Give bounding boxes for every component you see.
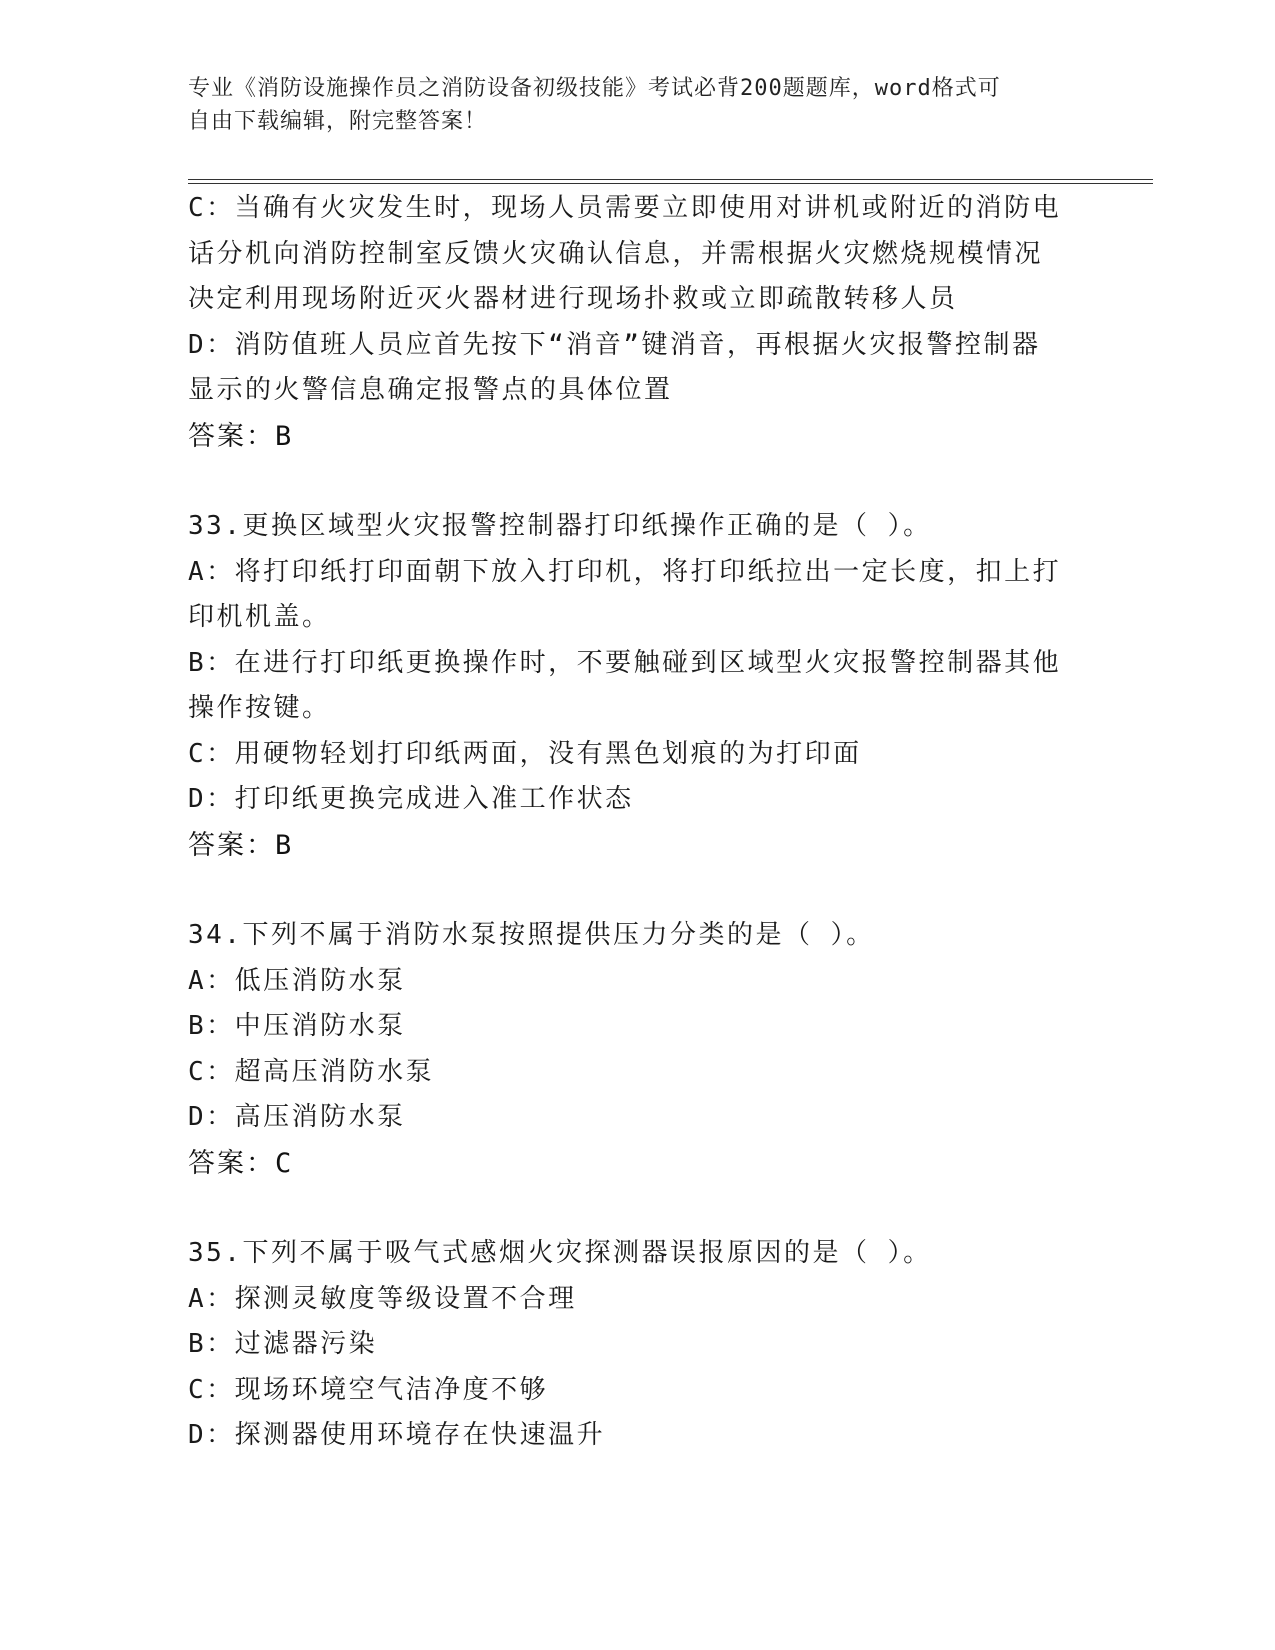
question-text: 34.下列不属于消防水泵按照提供压力分类的是（ ）。 bbox=[188, 920, 875, 950]
question-35 bbox=[188, 1231, 1088, 1459]
question-text: 35.下列不属于吸气式感烟火灾探测器误报原因的是（ ）。 bbox=[188, 1238, 932, 1268]
option-c-line: 决定利用现场附近灭火器材进行现场扑救或立即疏散转移人员 bbox=[188, 284, 958, 314]
option-b: B：中压消防水泵 bbox=[188, 1011, 406, 1041]
option-b: B：过滤器污染 bbox=[188, 1329, 378, 1359]
answer-label: 答案：B bbox=[188, 829, 294, 861]
option-c-line: C：当确有火灾发生时，现场人员需要立即使用对讲机或附近的消防电 bbox=[188, 193, 1062, 223]
question-text: 33.更换区域型火灾报警控制器打印纸操作正确的是（ ）。 bbox=[188, 511, 932, 541]
answer-label: 答案：C bbox=[188, 1147, 294, 1179]
option-d: D：探测器使用环境存在快速温升 bbox=[188, 1420, 606, 1450]
option-d: D：高压消防水泵 bbox=[188, 1102, 406, 1132]
option-d-line: D：消防值班人员应首先按下“消音”键消音，再根据火灾报警控制器 bbox=[188, 329, 1041, 360]
option-c: C：超高压消防水泵 bbox=[188, 1056, 435, 1087]
document-body bbox=[188, 186, 1088, 1459]
question-32-continued bbox=[188, 186, 1088, 459]
spacer bbox=[188, 868, 1088, 913]
question-34 bbox=[188, 913, 1088, 1186]
spacer bbox=[188, 459, 1088, 504]
header-rule-bottom bbox=[188, 183, 1153, 184]
header-line-1: 专业《消防设施操作员之消防设备初级技能》考试必背200题题库，word格式可 bbox=[188, 76, 1001, 101]
header-rule-top bbox=[188, 179, 1153, 180]
spacer bbox=[188, 1186, 1088, 1231]
option-c-line: 话分机向消防控制室反馈火灾确认信息，并需根据火灾燃烧规模情况 bbox=[188, 238, 1044, 269]
option-c: C：用硬物轻划打印纸两面，没有黑色划痕的为打印面 bbox=[188, 738, 862, 769]
header-line-2: 自由下载编辑，附完整答案！ bbox=[188, 109, 488, 134]
answer-label: 答案：B bbox=[188, 420, 294, 452]
option-a-line: A：将打印纸打印面朝下放入打印机，将打印纸拉出一定长度，扣上打 bbox=[188, 556, 1062, 587]
option-a: A：低压消防水泵 bbox=[188, 965, 406, 996]
option-b-line: 操作按键。 bbox=[188, 693, 331, 723]
option-d: D：打印纸更换完成进入准工作状态 bbox=[188, 784, 634, 814]
option-c: C：现场环境空气洁净度不够 bbox=[188, 1374, 549, 1405]
page-header bbox=[188, 72, 1068, 138]
question-33 bbox=[188, 504, 1088, 868]
option-b-line: B：在进行打印纸更换操作时，不要触碰到区域型火灾报警控制器其他 bbox=[188, 647, 1062, 678]
option-d-line: 显示的火警信息确定报警点的具体位置 bbox=[188, 375, 673, 405]
option-a-line: 印机机盖。 bbox=[188, 602, 331, 632]
option-a: A：探测灵敏度等级设置不合理 bbox=[188, 1283, 577, 1314]
